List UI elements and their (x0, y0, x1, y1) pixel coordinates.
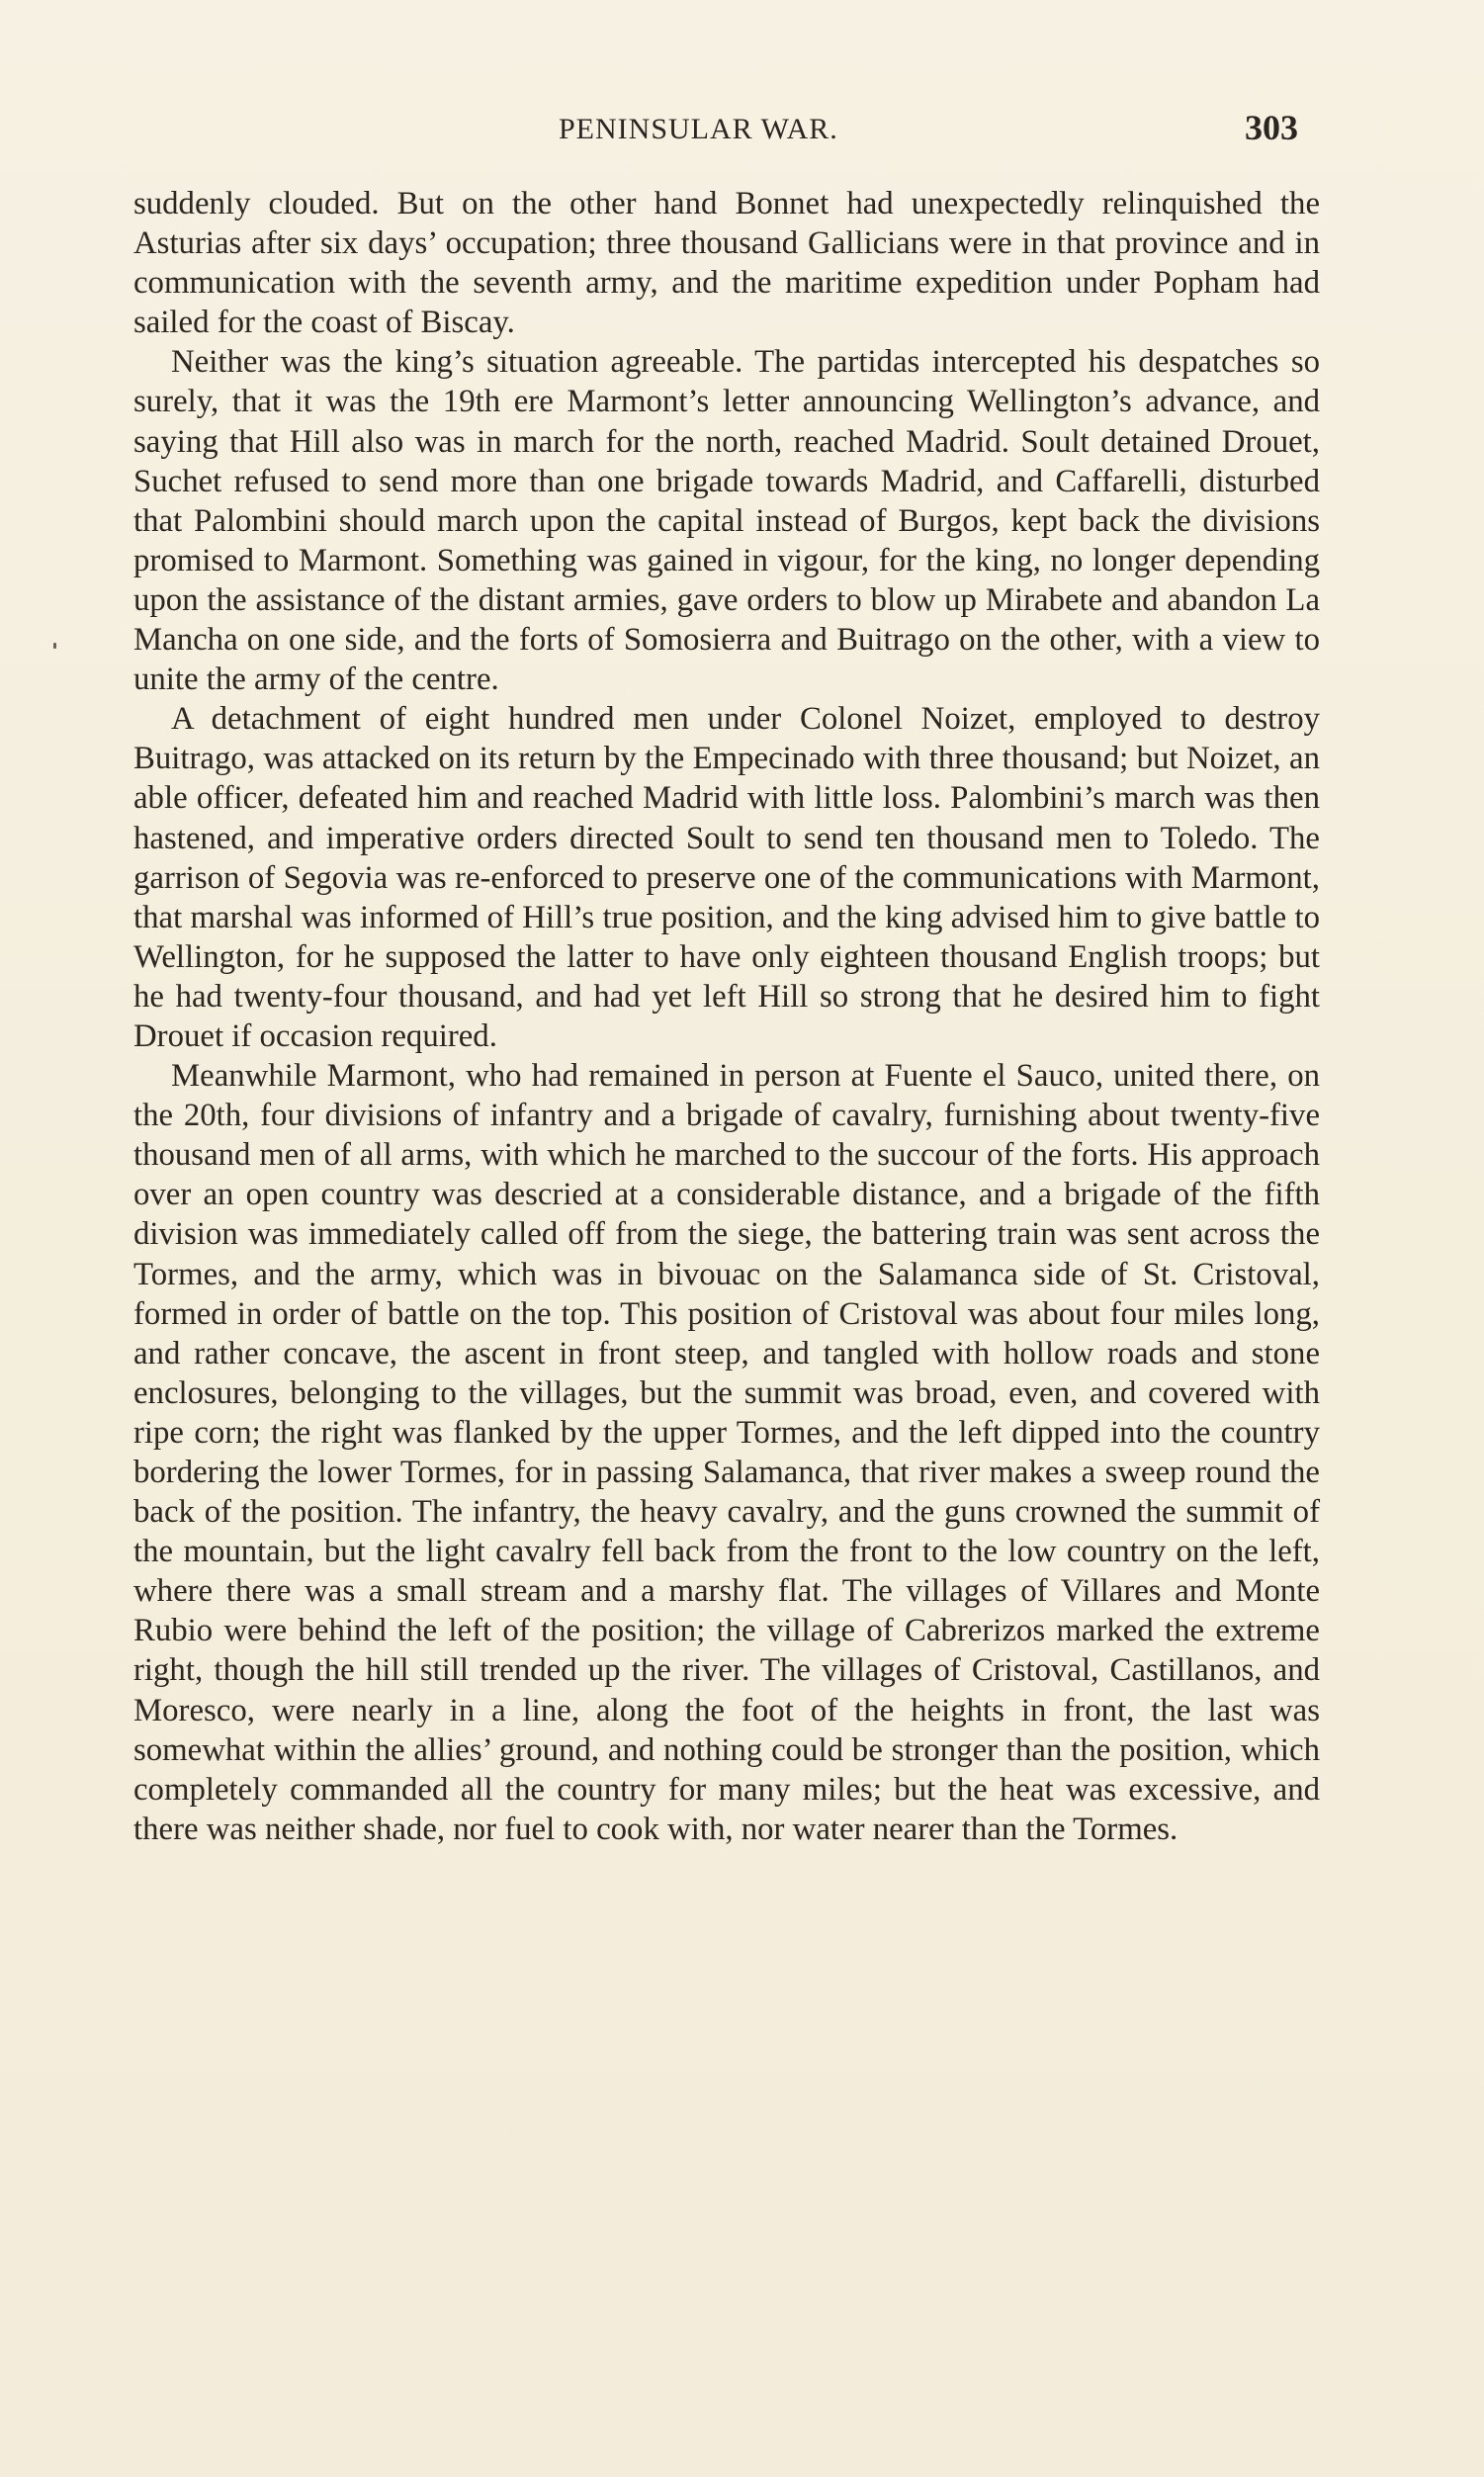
paragraph-noizet-detachment: A detachment of eight hundred men under Colonel Noizet, employed to destroy Buitrago, was attacked on its return by the Empecinado with three thousand; but Noizet, an able officer, defeated him and reached Madrid with little loss. Palombini’s march was then hastened, and imperative orders directed Soult to send ten thousand men to Toledo. The garrison of Segovia was re-enforced to preserve one of the communications with Marmont, that marshal was informed of Hill’s true position, and the king advised him to give battle to Wellington, for he supposed the latter to have only eighteen thousand English troops; but he had twenty-four thousand, and had yet left Hill so strong that he desired him to fight Drouet if occasion required. (133, 701, 1320, 1054)
page-number: 303 (1245, 108, 1298, 147)
body-text (133, 184, 1320, 1849)
paragraph-kings-situation: Neither was the king’s situation agreeable. The partidas intercepted his despatches so surely, that it was the 19th ere Marmont’s letter announcing Wellington’s advance, and saying that Hill also was in march for the north, reached Madrid. Soult detained Drouet, Suchet refused to send more than one brigade towards Madrid, and Caffarelli, disturbed that Palombini should march upon the capital instead of Burgos, kept back the divisions promised to Marmont. Something was gained in vigour, for the king, no longer depending upon the assistance of the distant armies, gave orders to blow up Mirabete and abandon La Mancha on one side, and the forts of Somosierra and Buitrago on the other, with a view to unite the army of the centre. (133, 344, 1320, 698)
paragraph-marmont-cristoval: Meanwhile Marmont, who had remained in person at Fuente el Sauco, united there, on the 20th, four divisions of infantry and a brigade of cavalry, furnishing about twenty-five thousand men of all arms, with which he marched to the succour of the forts. His approach over an open country was descried at a considerable distance, and a brigade of the fifth division was immediately called off from the siege, the battering train was sent across the Tormes, and the army, which was in bivouac on the Salamanca side of St. Cristoval, formed in order of battle on the top. This position of Cristoval was about four miles long, and rather concave, the ascent in front steep, and tangled with hollow roads and stone enclosures, belonging to the villages, but the summit was broad, even, and covered with ripe corn; the right was flanked by the upper Tormes, and the left dipped into the country bordering the lower Tormes, for in passing Salamanca, that river makes a sweep round the back of the position. The infantry, the heavy cavalry, and the guns crowned the summit of the mountain, but the light cavalry fell back from the front to the low country on the left, where there was a small stream and a marshy flat. The villages of Villares and Monte Rubio were behind the left of the position; the village of Cabrerizos marked the extreme right, though the hill still trended up the river. The villages of Cristoval, Castillanos, and Moresco, were nearly in a line, along the foot of the heights in front, the last was somewhat within the allies’ ground, and nothing could be stronger than the position, which completely commanded all the country for many miles; but the heat was excessive, and there was neither shade, nor fuel to cook with, nor water nearer than the Tormes. (133, 1058, 1320, 1847)
margin-speck (53, 643, 56, 649)
page-header (133, 103, 1320, 152)
paragraph-continued: suddenly clouded. But on the other hand Bonnet had unexpectedly relinquished the Asturias after six days’ occupation; three thousand Gallicians were in that province and in communication with the seventh army, and the maritime expedition under Popham had sailed for the coast of Biscay. (133, 186, 1320, 341)
running-head: PENINSULAR WAR. (559, 113, 838, 145)
